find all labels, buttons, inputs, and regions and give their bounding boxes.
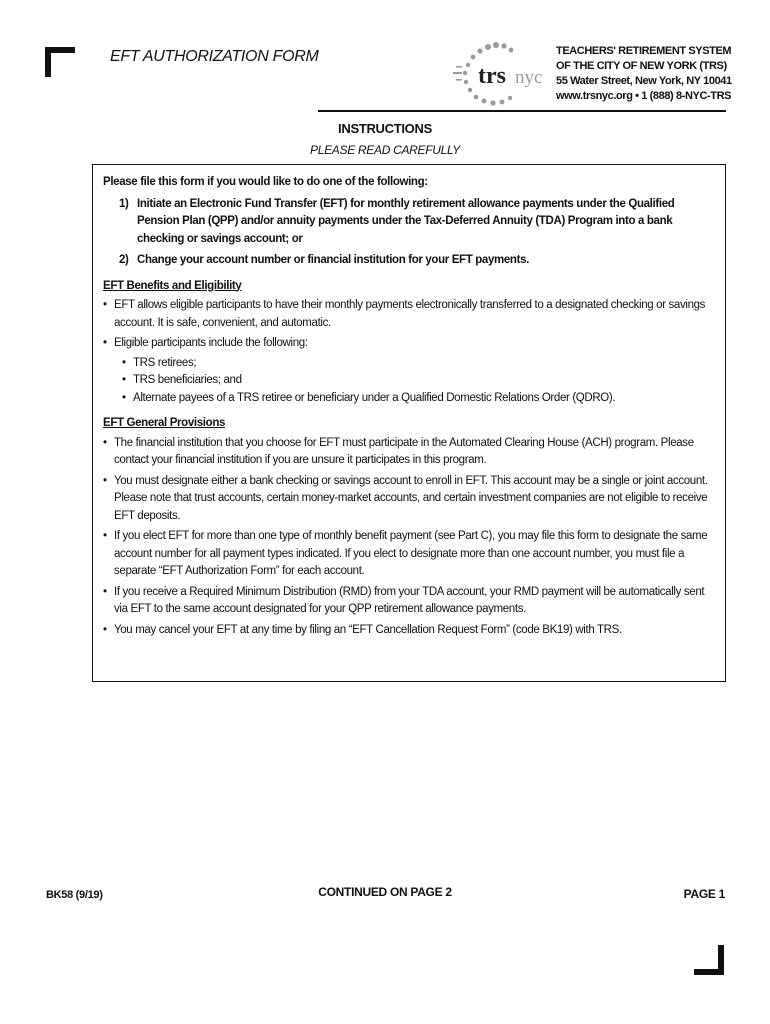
header-divider <box>318 110 726 112</box>
eligible-participants-list <box>114 355 715 408</box>
org-contact-line: www.trsnyc.org • 1 (888) 8-NYC-TRS <box>556 90 732 102</box>
form-title: EFT AUTHORIZATION FORM <box>110 48 319 65</box>
option-number: 2) <box>119 254 129 266</box>
instructions-subtitle: PLEASE READ CAREFULLY <box>310 143 460 157</box>
page-number: PAGE 1 <box>683 887 725 901</box>
svg-text:trs: trs <box>478 63 506 89</box>
list-item: • The financial institution that you choose for EFT must participate in the Automated Clearing House (ACH) program. Please contact your financial institution if you are unsure it participates in this program. <box>103 436 694 466</box>
list-item: • You must designate either a bank checking or savings account to enroll in EFT. This account may be a single or joint account. Please note that trust accounts, certain money-market accounts, and certain investment companies are not eligible to receive EFT deposits. <box>103 474 708 522</box>
provisions-section-title: EFT General Provisions <box>103 417 226 429</box>
trsnyc-logo <box>448 40 558 106</box>
option-item <box>103 252 715 270</box>
list-item: • You may cancel your EFT at any time by filing an “EFT Cancellation Request Form” (code BK19) with TRS. <box>103 623 622 636</box>
form-code: BK58 (9/19) <box>46 889 103 901</box>
benefits-list <box>103 297 715 407</box>
list-item: • EFT allows eligible participants to have their monthly payments electronically transferred to a designated checking or savings account. It is safe, convenient, and automatic. <box>103 299 706 329</box>
corner-mark-top-left <box>45 47 75 77</box>
svg-text:nyc: nyc <box>515 67 543 88</box>
instructions-title: INSTRUCTIONS <box>338 121 432 136</box>
org-name-line-1: TEACHERS' RETIREMENT SYSTEM <box>556 45 732 57</box>
list-item: • If you elect EFT for more than one type of monthly benefit payment (see Part C), you may file this form to designate the same account number for all payment types indicated. If you elect to designate more than one account number, you must file a separate “EFT Authorization Form” for each account. <box>103 530 708 577</box>
org-address-line: 55 Water Street, New York, NY 10041 <box>556 75 732 87</box>
org-address-block <box>556 44 732 104</box>
provisions-list <box>103 435 715 640</box>
option-text: Initiate an Electronic Fund Transfer (EFT) for monthly retirement allowance payments under the Qualified Pension Plan (QPP) and/or annuity payments under the Tax-Deferred Annuity (TDA) Program into a bank checking or savings account; or <box>137 197 675 245</box>
sub-list-item: • TRS beneficiaries; and <box>122 374 242 386</box>
corner-mark-bottom-right <box>694 945 724 975</box>
option-number: 1) <box>119 197 129 210</box>
org-name-line-2: OF THE CITY OF NEW YORK (TRS) <box>556 60 727 72</box>
instructions-box <box>92 164 726 682</box>
list-item: • If you receive a Required Minimum Distribution (RMD) from your TDA account, your RMD payment will be automatically sent via EFT to the same account designated for your QPP retirement allowance payments. <box>103 585 705 615</box>
option-text: Change your account number or financial institution for your EFT payments. <box>137 254 529 266</box>
sub-list-item: • TRS retirees; <box>122 356 197 369</box>
option-item <box>103 196 715 249</box>
sub-list-item: • Alternate payees of a TRS retiree or beneficiary under a Qualified Domestic Relations Order (QDRO). <box>122 391 616 404</box>
list-item: • Eligible participants include the following: • TRS retirees; • TRS beneficiaries; and • Alternate payees of a TRS retiree or beneficiary under a Qualified Domestic Relations Order (QDRO). <box>103 335 715 407</box>
continued-notice: CONTINUED ON PAGE 2 <box>318 885 452 899</box>
benefits-section-title: EFT Benefits and Eligibility <box>103 279 242 292</box>
options-list <box>103 196 715 270</box>
instructions-intro: Please file this form if you would like to do one of the following: <box>103 176 428 188</box>
